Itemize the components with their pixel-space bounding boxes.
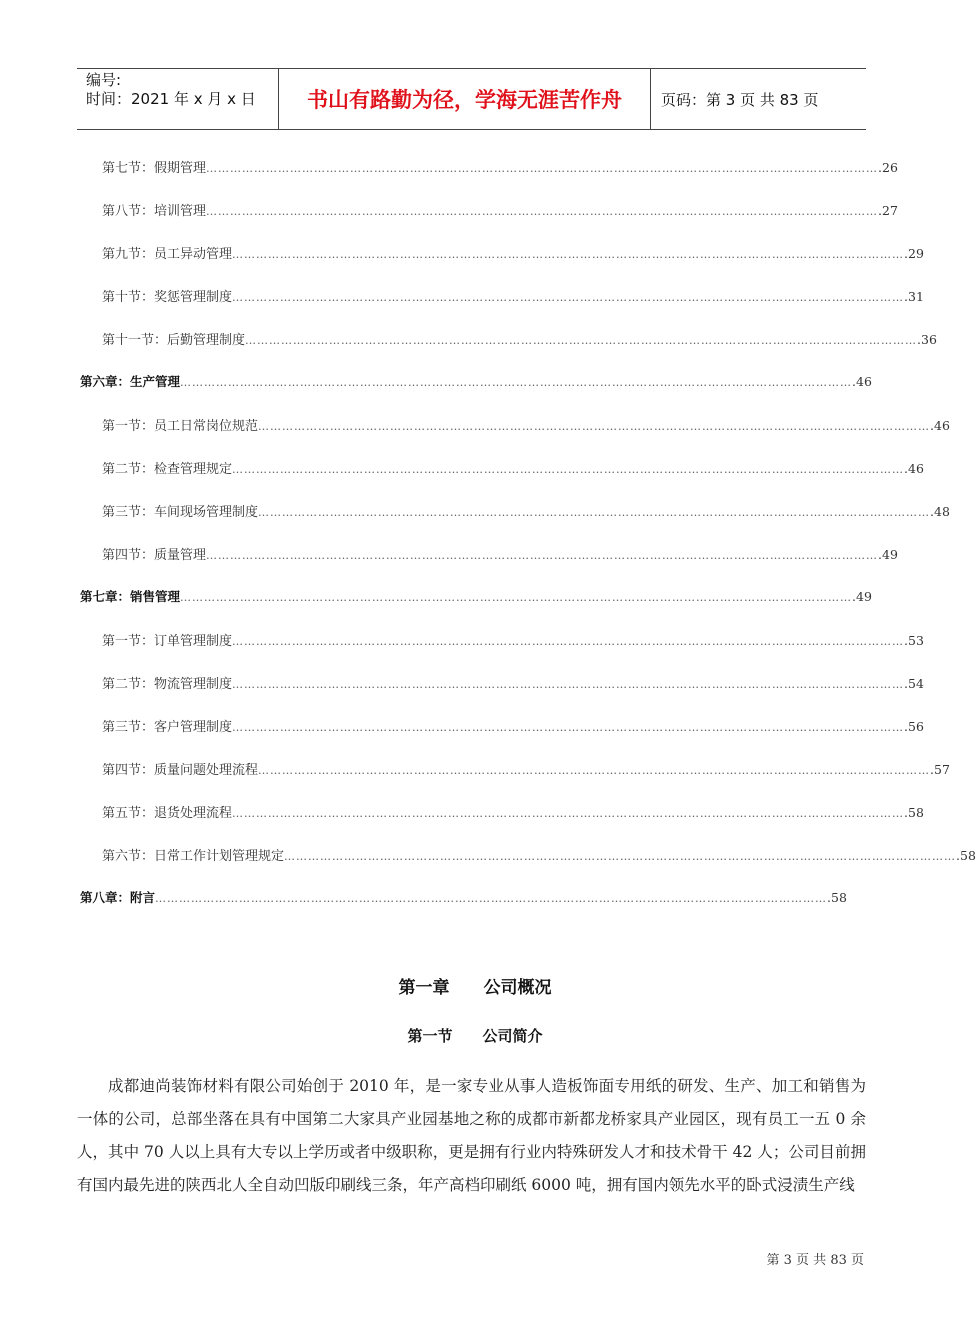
header-time-label: 时间：2021 年 x 月 x 日 — [86, 90, 256, 108]
toc-section-entry[interactable] — [102, 716, 924, 736]
toc-entry-title: 第二节：物流管理制度 — [102, 677, 233, 692]
header-page-label: 页码：第 3 页 共 83 页 — [661, 90, 819, 109]
toc-section-entry[interactable] — [102, 458, 924, 478]
toc-entry-title: 第七章：销售管理 — [80, 589, 181, 604]
toc-entry-page: .46 — [904, 461, 924, 476]
toc-leader-dots: …………………………………………………………………………………………………………………………………………………… — [245, 334, 918, 347]
toc-entry-title: 第十节：奖惩管理制度 — [102, 290, 233, 305]
toc-section-entry[interactable] — [102, 630, 924, 650]
toc-section-entry[interactable] — [102, 501, 950, 521]
toc-section-entry[interactable] — [102, 286, 924, 306]
toc-entry-title: 第一节：员工日常岗位规范 — [102, 419, 259, 434]
toc-entry-page: .58 — [904, 805, 924, 820]
toc-leader-dots: …………………………………………………………………………………………………………………………………………………… — [206, 205, 879, 218]
toc-leader-dots: …………………………………………………………………………………………………………………………………………………… — [258, 764, 931, 777]
toc-section-entry[interactable] — [102, 243, 924, 263]
toc-entry-title: 第八章：附言 — [80, 890, 156, 905]
toc-entry-page: .27 — [878, 203, 898, 218]
toc-section-entry[interactable] — [102, 329, 937, 349]
toc-entry-page: .29 — [904, 246, 924, 261]
toc-entry-page: .53 — [904, 633, 924, 648]
toc-leader-dots: …………………………………………………………………………………………………………………………………………………… — [232, 678, 905, 691]
toc-entry-page: .26 — [878, 160, 898, 175]
toc-leader-dots: …………………………………………………………………………………………………………………………………………………… — [232, 807, 905, 820]
toc-entry-title: 第十一节：后勤管理制度 — [102, 333, 246, 348]
toc-section-entry[interactable] — [102, 759, 950, 779]
toc-entry-page: .54 — [904, 676, 924, 691]
page-header — [77, 68, 866, 130]
toc-leader-dots: …………………………………………………………………………………………………………………………………………………… — [155, 892, 828, 905]
toc-section-entry[interactable] — [102, 673, 924, 693]
toc-leader-dots: …………………………………………………………………………………………………………………………………………………… — [232, 635, 905, 648]
toc-entry-page: .49 — [852, 589, 872, 604]
toc-entry-title: 第三节：车间现场管理制度 — [102, 505, 259, 520]
header-motto: 书山有路勤为径，学海无涯苦作舟 — [279, 69, 651, 129]
toc-entry-title: 第六节：日常工作计划管理规定 — [102, 849, 285, 864]
toc-leader-dots: …………………………………………………………………………………………………………………………………………………… — [206, 162, 879, 175]
toc-entry-title: 第五节：退货处理流程 — [102, 806, 233, 821]
toc-leader-dots: …………………………………………………………………………………………………………………………………………………… — [232, 291, 905, 304]
toc-section-entry[interactable] — [102, 802, 924, 822]
section-heading: 第一节 公司简介 — [407, 1027, 543, 1045]
toc-entry-page: .58 — [956, 848, 976, 863]
toc-chapter-entry[interactable] — [80, 372, 872, 392]
toc-chapter-entry[interactable] — [80, 888, 847, 908]
toc-leader-dots: …………………………………………………………………………………………………………………………………………………… — [180, 591, 853, 604]
toc-entry-title: 第九节：员工异动管理 — [102, 247, 233, 262]
toc-entry-page: .57 — [930, 762, 950, 777]
toc-entry-page: .46 — [852, 374, 872, 389]
toc-section-entry[interactable] — [102, 157, 898, 177]
toc-entry-title: 第六章：生产管理 — [80, 374, 181, 389]
toc-entry-title: 第四节：质量管理 — [102, 548, 207, 563]
toc-entry-page: .46 — [930, 418, 950, 433]
header-left-cell — [77, 69, 279, 129]
toc-section-entry[interactable] — [102, 415, 950, 435]
toc-entry-page: .36 — [917, 332, 937, 347]
toc-section-entry[interactable] — [102, 845, 976, 865]
toc-entry-title: 第二节：检查管理规定 — [102, 462, 233, 477]
toc-entry-title: 第七节：假期管理 — [102, 161, 207, 176]
toc-entry-title: 第一节：订单管理制度 — [102, 634, 233, 649]
toc-entry-page: .56 — [904, 719, 924, 734]
toc-leader-dots: …………………………………………………………………………………………………………………………………………………… — [232, 248, 905, 261]
toc-leader-dots: …………………………………………………………………………………………………………………………………………………… — [284, 850, 957, 863]
page-footer: 第 3 页 共 83 页 — [766, 1253, 864, 1268]
intro-paragraph: 成都迪尚装饰材料有限公司始创于 2010 年，是一家专业从事人造板饰面专用纸的研发、生产、加工和销售为一体的公司，总部坐落在具有中国第二大家具产业园基地之称的成都市新都龙桥家具产业园区，现有员工一五 0 余人，其中 70 人以上具有大专以上学历或者中级职称，更是拥有行业内特殊研发人才和技术骨干 42 人；公司目前拥有国内最先进的陕西北人全自动凹版印刷线三条，年产高档印刷纸 6000 吨，拥有国内领先水平的卧式浸渍生产线 — [77, 1077, 866, 1194]
toc-leader-dots: …………………………………………………………………………………………………………………………………………………… — [232, 463, 905, 476]
toc-entry-page: .48 — [930, 504, 950, 519]
toc-section-entry[interactable] — [102, 544, 898, 564]
toc-leader-dots: …………………………………………………………………………………………………………………………………………………… — [180, 376, 853, 389]
header-number-label: 编号: — [86, 71, 122, 89]
toc-entry-title: 第四节：质量问题处理流程 — [102, 763, 259, 778]
toc-entry-title: 第八节：培训管理 — [102, 204, 207, 219]
toc-leader-dots: …………………………………………………………………………………………………………………………………………………… — [232, 721, 905, 734]
toc-entry-page: .49 — [878, 547, 898, 562]
toc-leader-dots: …………………………………………………………………………………………………………………………………………………… — [258, 506, 931, 519]
toc-section-entry[interactable] — [102, 200, 898, 220]
toc-leader-dots: …………………………………………………………………………………………………………………………………………………… — [258, 420, 931, 433]
toc-entry-page: .31 — [904, 289, 924, 304]
toc-chapter-entry[interactable] — [80, 587, 872, 607]
chapter-heading: 第一章 公司概况 — [398, 978, 552, 998]
toc-entry-title: 第三节：客户管理制度 — [102, 720, 233, 735]
toc-leader-dots: …………………………………………………………………………………………………………………………………………………… — [206, 549, 879, 562]
toc-entry-page: .58 — [827, 890, 847, 905]
